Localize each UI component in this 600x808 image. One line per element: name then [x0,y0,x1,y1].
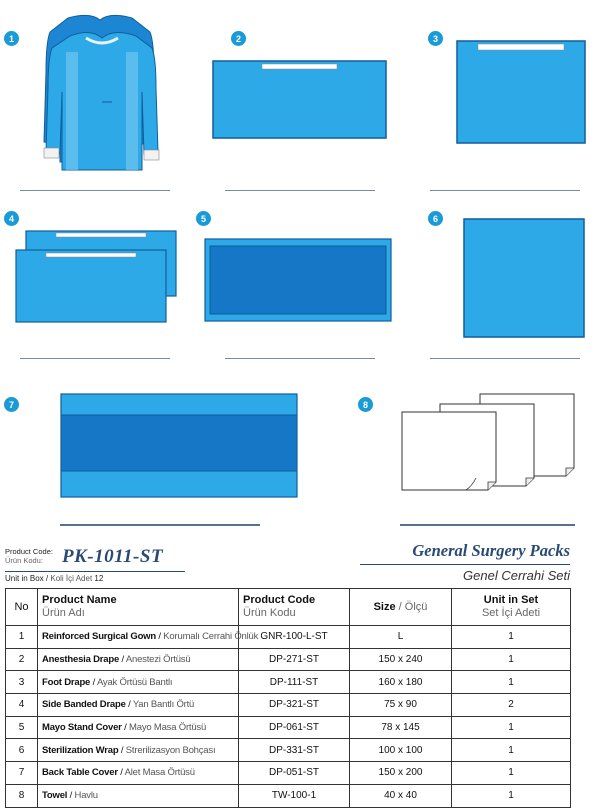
cell-no: 1 [6,626,38,649]
product-name-en: Towel [42,790,68,802]
cell-product-code: DP-061-ST [239,716,350,739]
cell-product-code: DP-321-ST [239,694,350,717]
product-code-label: Product Code: Ürün Kodu: [5,547,53,565]
item-number-badge: 2 [231,31,246,46]
cell-no: 7 [6,762,38,785]
cell-size: 150 x 240 [350,648,452,671]
table-row [6,784,571,807]
cell-product-code: DP-331-ST [239,739,350,762]
foot-drape-illustration [456,40,586,145]
surgical-gown-illustration [40,12,165,172]
cell-size: L [350,626,452,649]
towel-illustration [398,390,580,495]
cell-no: 5 [6,716,38,739]
divider-line [20,190,170,191]
col-header-name: Product Name Ürün Adı [38,589,239,626]
table-header-row [6,589,571,626]
cell-no: 4 [6,694,38,717]
table-row [6,694,571,717]
product-name-tr: Strerilizasyon Bohçası [125,744,216,756]
table-row [6,739,571,762]
cell-no: 2 [6,648,38,671]
product-name-en: Sterilization Wrap [42,744,119,756]
item-number-badge: 6 [428,211,443,226]
cell-product-name: Side Banded Drape / Yan Bantlı Örtü [38,694,239,717]
cell-unit: 1 [452,626,571,649]
cell-no: 8 [6,784,38,807]
cell-unit: 2 [452,694,571,717]
cell-product-code: DP-111-ST [239,671,350,694]
col-header-no: No [6,589,38,626]
cell-product-code: GNR-100-L-ST [239,626,350,649]
item-number-badge: 3 [428,31,443,46]
cell-no: 6 [6,739,38,762]
side-banded-drape-illustration [14,228,179,328]
cell-product-name: Reinforced Surgical Gown / Korumalı Cerrahi Önlük [38,626,239,649]
divider-line [60,524,260,526]
item-number-badge: 7 [4,397,19,412]
mayo-stand-cover-illustration [204,238,392,322]
cell-unit: 1 [452,762,571,785]
anesthesia-drape-illustration [212,60,387,140]
table-row [6,648,571,671]
cell-product-code: TW-100-1 [239,784,350,807]
col-header-code: Product Code Ürün Kodu [239,589,350,626]
col-header-unit: Unit in Set Set İçi Adeti [452,589,571,626]
unit-in-box: Unit in Box / Koli İçi Adet 12 [5,574,104,583]
divider-line [225,190,375,191]
table-row [6,671,571,694]
item-number-badge: 5 [196,211,211,226]
product-name-en: Anesthesia Drape [42,654,120,666]
product-name-tr: Yan Bantlı Örtü [132,699,195,711]
cell-size: 40 x 40 [350,784,452,807]
product-table [5,588,571,808]
cell-product-name: Towel / Havlu [38,784,239,807]
product-name-tr: Ayak Örtüsü Bantlı [96,676,173,688]
cell-size: 75 x 90 [350,694,452,717]
divider-line [225,358,375,359]
item-number-badge: 8 [358,397,373,412]
product-name-tr: Mayo Masa Örtüsü [129,722,207,734]
cell-product-name: Foot Drape / Ayak Örtüsü Bantlı [38,671,239,694]
divider-line [360,564,570,565]
table-row [6,626,571,649]
divider-line [430,190,580,191]
product-name-en: Back Table Cover [42,767,118,779]
item-number-badge: 1 [4,31,19,46]
product-name-en: Foot Drape [42,676,91,688]
page-subtitle: Genel Cerrahi Seti [463,568,570,583]
item-number-badge: 4 [4,211,19,226]
cell-unit: 1 [452,671,571,694]
cell-no: 3 [6,671,38,694]
cell-product-code: DP-271-ST [239,648,350,671]
cell-unit: 1 [452,739,571,762]
table-row [6,716,571,739]
cell-unit: 1 [452,716,571,739]
divider-line [20,358,170,359]
col-header-size: Size / Ölçü [350,589,452,626]
table-row [6,762,571,785]
product-name-en: Side Banded Drape [42,699,126,711]
product-name-tr: Anestezi Örtüsü [125,654,191,666]
divider-line [430,358,580,359]
product-name-en: Mayo Stand Cover [42,722,122,734]
cell-unit: 1 [452,648,571,671]
divider-line [5,571,185,572]
cell-size: 150 x 200 [350,762,452,785]
sterilization-wrap-illustration [463,218,585,338]
product-code: PK-1011-ST [62,546,164,567]
product-name-tr: Korumalı Cerrahi Önlük [163,631,259,643]
cell-product-name: Back Table Cover / Alet Masa Örtüsü [38,762,239,785]
back-table-cover-illustration [60,393,298,498]
cell-product-name: Mayo Stand Cover / Mayo Masa Örtüsü [38,716,239,739]
cell-product-name: Anesthesia Drape / Anestezi Örtüsü [38,648,239,671]
cell-unit: 1 [452,784,571,807]
product-name-tr: Alet Masa Örtüsü [124,767,195,779]
cell-size: 78 x 145 [350,716,452,739]
cell-size: 160 x 180 [350,671,452,694]
divider-line [400,524,575,526]
cell-product-code: DP-051-ST [239,762,350,785]
cell-size: 100 x 100 [350,739,452,762]
product-name-tr: Havlu [74,790,98,802]
product-name-en: Reinforced Surgical Gown [42,631,156,643]
page-title: General Surgery Packs [412,541,570,560]
cell-product-name: Sterilization Wrap / Strerilizasyon Bohçası [38,739,239,762]
